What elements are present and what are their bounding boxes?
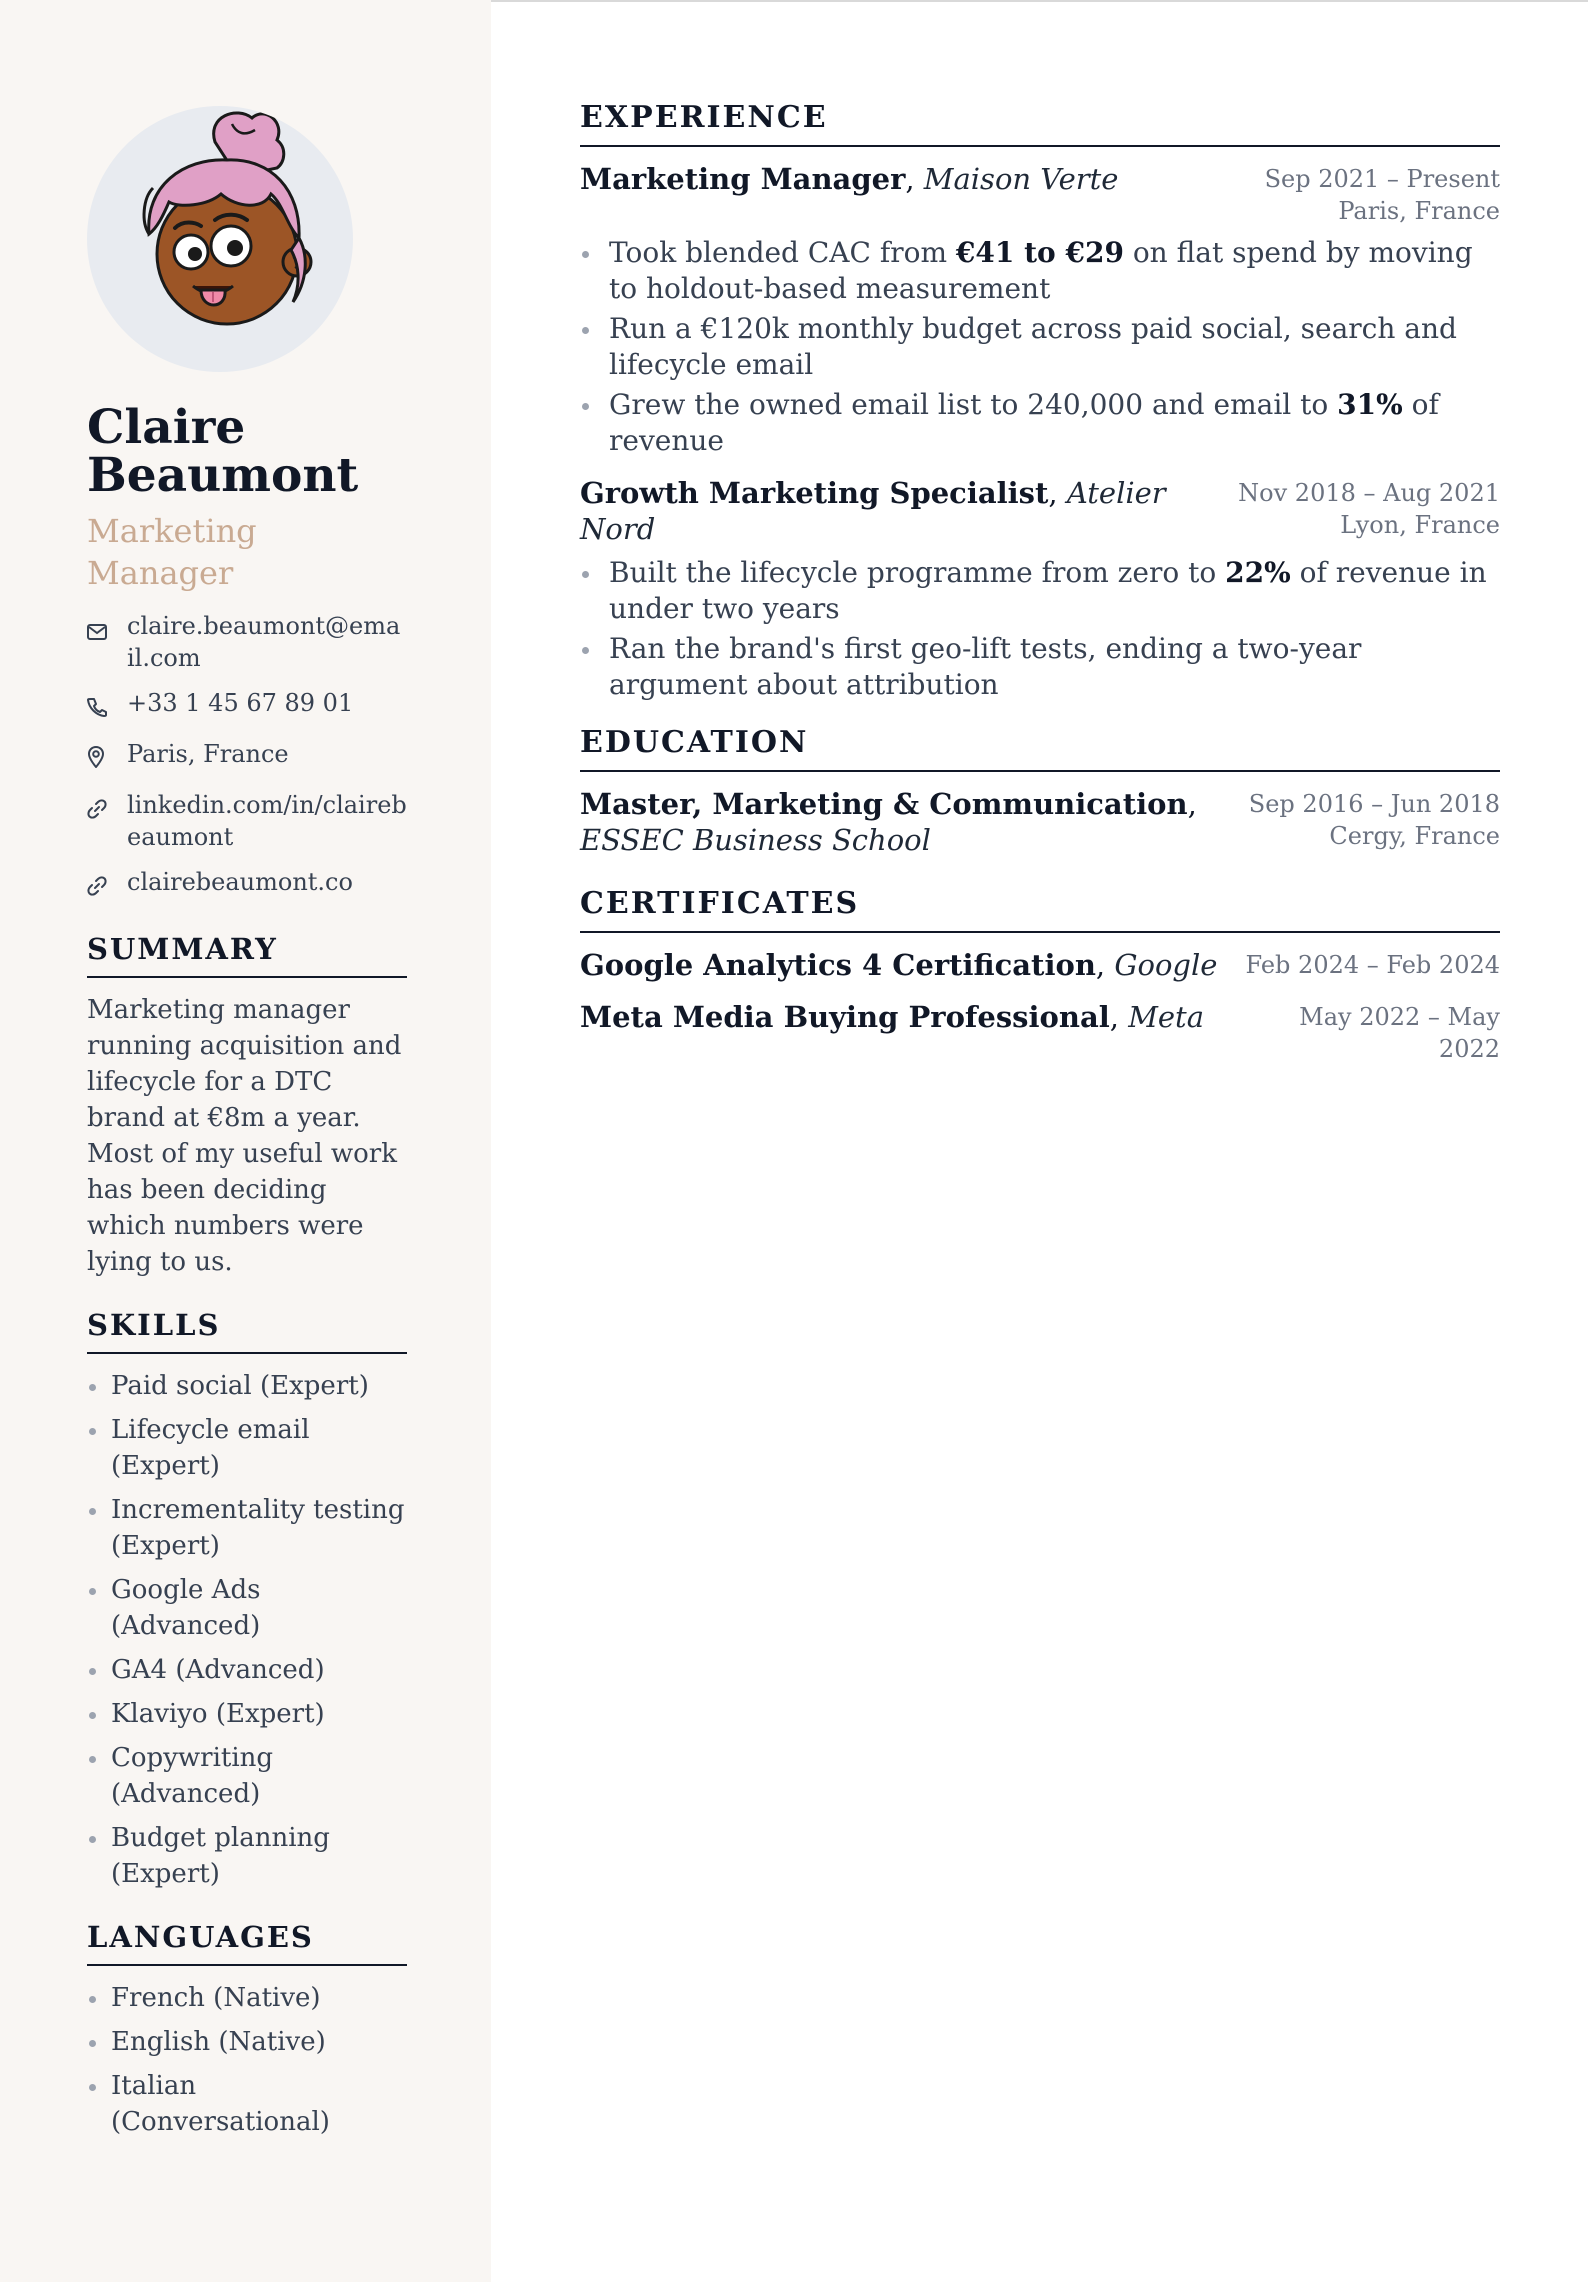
sidebar-content bbox=[87, 106, 407, 2148]
entry-title: Master, Marketing & Communication, ESSEC Business School bbox=[580, 787, 1197, 857]
location-icon bbox=[87, 738, 115, 776]
link-icon bbox=[87, 789, 115, 827]
phone-icon bbox=[87, 687, 115, 725]
languages-section bbox=[87, 1920, 407, 2140]
contact-email bbox=[87, 610, 407, 674]
entry-location: Lyon, France bbox=[1340, 511, 1500, 539]
entry-title: Growth Marketing Specialist, Atelier Nord bbox=[580, 476, 1166, 546]
bullet-item: Grew the owned email list to 240,000 and email to 31% of revenue bbox=[580, 387, 1500, 459]
skill-item: Klaviyo (Expert) bbox=[87, 1696, 407, 1732]
entry-header bbox=[580, 947, 1500, 983]
certificates-heading: CERTIFICATES bbox=[580, 886, 1500, 933]
entry-dates: Nov 2018 – Aug 2021 bbox=[1238, 479, 1500, 507]
main-content bbox=[580, 100, 1500, 1085]
entry-bullets bbox=[580, 555, 1500, 703]
sidebar bbox=[0, 0, 491, 2282]
name-last: Beaumont bbox=[87, 448, 359, 503]
language-item: Italian (Conversational) bbox=[87, 2068, 407, 2140]
role-title: Marketing Manager bbox=[580, 162, 906, 196]
contact-phone-text[interactable]: +33 1 45 67 89 01 bbox=[127, 689, 354, 717]
entry-header bbox=[580, 475, 1500, 547]
entry-header bbox=[580, 999, 1500, 1065]
education-heading: EDUCATION bbox=[580, 725, 1500, 772]
certificates-section bbox=[580, 886, 1500, 1065]
summary-heading: SUMMARY bbox=[87, 932, 407, 978]
candidate-name bbox=[87, 400, 407, 503]
summary-section bbox=[87, 932, 407, 1280]
name-first: Claire bbox=[87, 400, 246, 455]
entry-meta bbox=[1249, 786, 1500, 852]
entry-bullets bbox=[580, 235, 1500, 459]
bullet-item: Took blended CAC from €41 to €29 on flat spend by moving to holdout-based measurement bbox=[580, 235, 1500, 307]
certificate-entry bbox=[580, 947, 1500, 983]
bullet-item: Built the lifecycle programme from zero to 22% of revenue in under two years bbox=[580, 555, 1500, 627]
summary-text: Marketing manager running acquisition and lifecycle for a DTC brand at €8m a year. Most of my useful work has been deciding which numbers were lying to us. bbox=[87, 995, 402, 1277]
entry-dates: Feb 2024 – Feb 2024 bbox=[1245, 951, 1500, 979]
school: ESSEC Business School bbox=[580, 823, 931, 857]
job-title bbox=[87, 510, 407, 594]
skill-item: Budget planning (Expert) bbox=[87, 1820, 407, 1892]
experience-heading: EXPERIENCE bbox=[580, 100, 1500, 147]
link-icon bbox=[87, 866, 115, 904]
entry-header bbox=[580, 786, 1500, 858]
contact-location-text: Paris, France bbox=[127, 740, 289, 768]
skill-item: Copywriting (Advanced) bbox=[87, 1740, 407, 1812]
mail-icon bbox=[87, 610, 115, 648]
experience-section bbox=[580, 100, 1500, 703]
skills-heading: SKILLS bbox=[87, 1308, 407, 1354]
language-item: English (Native) bbox=[87, 2024, 407, 2060]
skill-item: Incrementality testing (Expert) bbox=[87, 1492, 407, 1564]
certificate-name: Meta Media Buying Professional bbox=[580, 1000, 1110, 1034]
contact-list bbox=[87, 610, 407, 904]
certificate-issuer: Google bbox=[1114, 948, 1218, 982]
contact-email-text[interactable]: claire.beaumont@email.com bbox=[127, 612, 401, 672]
role-title: Growth Marketing Specialist bbox=[580, 476, 1049, 510]
skill-item: GA4 (Advanced) bbox=[87, 1652, 407, 1688]
entry-dates: Sep 2016 – Jun 2018 bbox=[1248, 790, 1500, 818]
certificate-entry bbox=[580, 999, 1500, 1065]
entry-title: Marketing Manager, Maison Verte bbox=[580, 162, 1119, 196]
contact-phone bbox=[87, 687, 407, 725]
entry-location: Paris, France bbox=[1338, 197, 1500, 225]
job-title-line-1: Marketing bbox=[87, 512, 257, 550]
experience-entry bbox=[580, 475, 1500, 703]
languages-heading: LANGUAGES bbox=[87, 1920, 407, 1966]
skills-list bbox=[87, 1368, 407, 1892]
job-title-line-2: Manager bbox=[87, 554, 234, 592]
experience-entry bbox=[580, 161, 1500, 459]
degree: Master, Marketing & Communication bbox=[580, 787, 1188, 821]
language-item: French (Native) bbox=[87, 1980, 407, 2016]
entry-meta bbox=[1265, 161, 1500, 227]
skill-item: Paid social (Expert) bbox=[87, 1368, 407, 1404]
languages-list bbox=[87, 1980, 407, 2140]
entry-dates: May 2022 – May 2022 bbox=[1299, 1003, 1500, 1063]
contact-website bbox=[87, 866, 407, 904]
contact-website-text[interactable]: clairebeaumont.co bbox=[127, 868, 353, 896]
contact-location bbox=[87, 738, 407, 776]
entry-title: Meta Media Buying Professional, Meta bbox=[580, 1000, 1204, 1034]
skills-section bbox=[87, 1308, 407, 1892]
contact-linkedin-text[interactable]: linkedin.com/in/clairebeaumont bbox=[127, 791, 407, 851]
avatar bbox=[87, 106, 353, 372]
organization: Atelier Nord bbox=[580, 476, 1166, 546]
entry-dates: Sep 2021 – Present bbox=[1264, 165, 1500, 193]
bullet-item: Ran the brand's first geo-lift tests, ending a two-year argument about attribution bbox=[580, 631, 1500, 703]
entry-title: Google Analytics 4 Certification, Google bbox=[580, 948, 1218, 982]
certificate-name: Google Analytics 4 Certification bbox=[580, 948, 1096, 982]
entry-location: Cergy, France bbox=[1329, 822, 1500, 850]
bullet-item: Run a €120k monthly budget across paid social, search and lifecycle email bbox=[580, 311, 1500, 383]
education-section bbox=[580, 725, 1500, 858]
skill-item: Google Ads (Advanced) bbox=[87, 1572, 407, 1644]
skill-item: Lifecycle email (Expert) bbox=[87, 1412, 407, 1484]
certificate-issuer: Meta bbox=[1128, 1000, 1204, 1034]
entry-meta bbox=[1238, 475, 1500, 541]
entry-header bbox=[580, 161, 1500, 227]
contact-linkedin bbox=[87, 789, 407, 853]
education-entry bbox=[580, 786, 1500, 858]
organization: Maison Verte bbox=[923, 162, 1119, 196]
avatar-illustration bbox=[87, 106, 353, 372]
